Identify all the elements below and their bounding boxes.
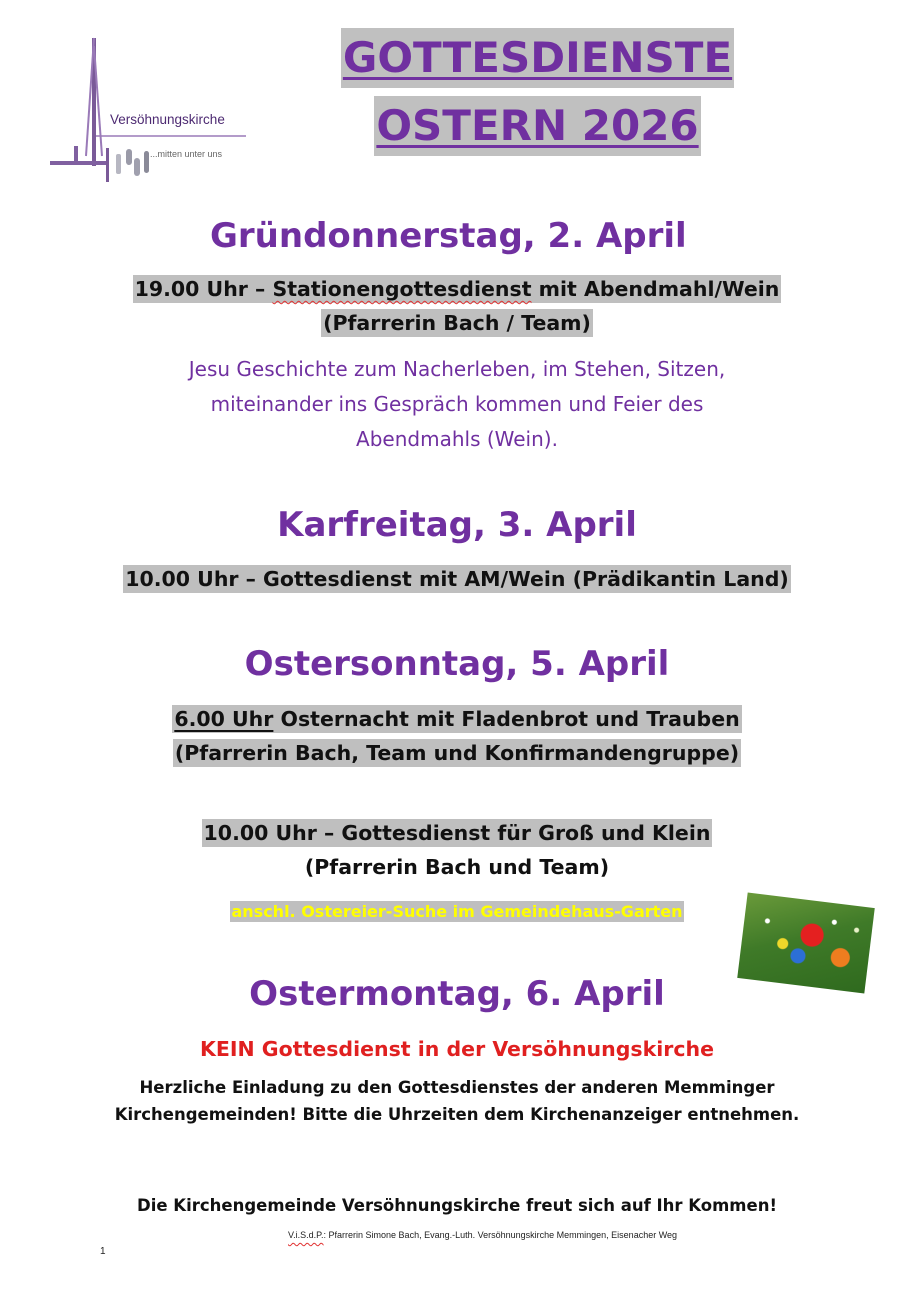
heading-easter-sunday: Ostersonntag, 5. April: [244, 644, 670, 684]
easter-early-leaders: (Pfarrerin Bach, Team und Konfirmandengruppe): [174, 741, 740, 765]
friday-service: 10.00 Uhr – Gottesdienst mit AM/Wein (Prädikantin Land): [125, 567, 789, 591]
easter-early-service-row: [0, 702, 914, 736]
title-line-1: GOTTESDIENSTE: [341, 28, 734, 88]
logo-brand-text: Versöhnungskirche: [110, 112, 225, 127]
thursday-service-time: 19.00 Uhr –: [134, 277, 273, 301]
heading-thursday: Gründonnerstag, 2. April: [210, 216, 687, 256]
page-number: 1: [100, 1246, 106, 1257]
easter-late-leaders-row: [0, 850, 914, 884]
page-title: [335, 28, 740, 156]
imprint-visdp: V.i.S.d.P.: [288, 1230, 324, 1240]
thursday-leaders-row: [0, 306, 914, 340]
thursday-description-line: miteinander ins Gespräch kommen und Feier des: [210, 392, 704, 416]
thursday-service-name: Stationengottesdienst: [272, 277, 532, 301]
church-logo: [46, 36, 256, 196]
thursday-service-rest: mit Abendmahl/Wein: [531, 277, 780, 301]
heading-friday: Karfreitag, 3. April: [277, 505, 637, 545]
no-service-notice: KEIN Gottesdienst in der Versöhnungskirche: [199, 1037, 715, 1061]
heading-easter-monday: Ostermontag, 6. April: [249, 974, 665, 1014]
easter-early-leaders-row: [0, 736, 914, 770]
easter-early-description: Osternacht mit Fladenbrot und Trauben: [273, 707, 740, 731]
thursday-service: [0, 272, 914, 306]
easter-early-time: 6.00 Uhr: [174, 707, 274, 731]
easter-late-service-row: [0, 816, 914, 850]
invitation-line: Herzliche Einladung zu den Gottesdienstes der anderen Memminger: [139, 1078, 775, 1097]
easter-late-leaders: (Pfarrerin Bach und Team): [304, 855, 610, 879]
imprint-text: : Pfarrerin Simone Bach, Evang.-Luth. Versöhnungskirche Memmingen, Eisenacher Weg: [323, 1230, 678, 1240]
easter-late-service: 10.00 Uhr – Gottesdienst für Groß und Klein: [203, 821, 711, 845]
friday-service-row: [0, 562, 914, 596]
invitation-text: [0, 1074, 914, 1128]
logo-tagline: ...mitten unter uns: [150, 149, 223, 159]
closing-line: Die Kirchengemeinde Versöhnungskirche freut sich auf Ihr Kommen!: [137, 1196, 777, 1215]
imprint: [288, 1230, 677, 1240]
invitation-line: Kirchengemeinden! Bitte die Uhrzeiten dem Kirchenanzeiger entnehmen.: [114, 1105, 800, 1124]
thursday-description: [0, 352, 914, 457]
egg-hunt-note: anschl. Ostereier-Suche im Gemeindehaus-Garten: [231, 902, 683, 921]
thursday-description-line: Jesu Geschichte zum Nacherleben, im Stehen, Sitzen,: [188, 357, 726, 381]
thursday-description-line: Abendmahls (Wein).: [356, 427, 558, 451]
thursday-leaders: (Pfarrerin Bach / Team): [323, 311, 591, 335]
title-line-2: OSTERN 2026: [374, 96, 700, 156]
